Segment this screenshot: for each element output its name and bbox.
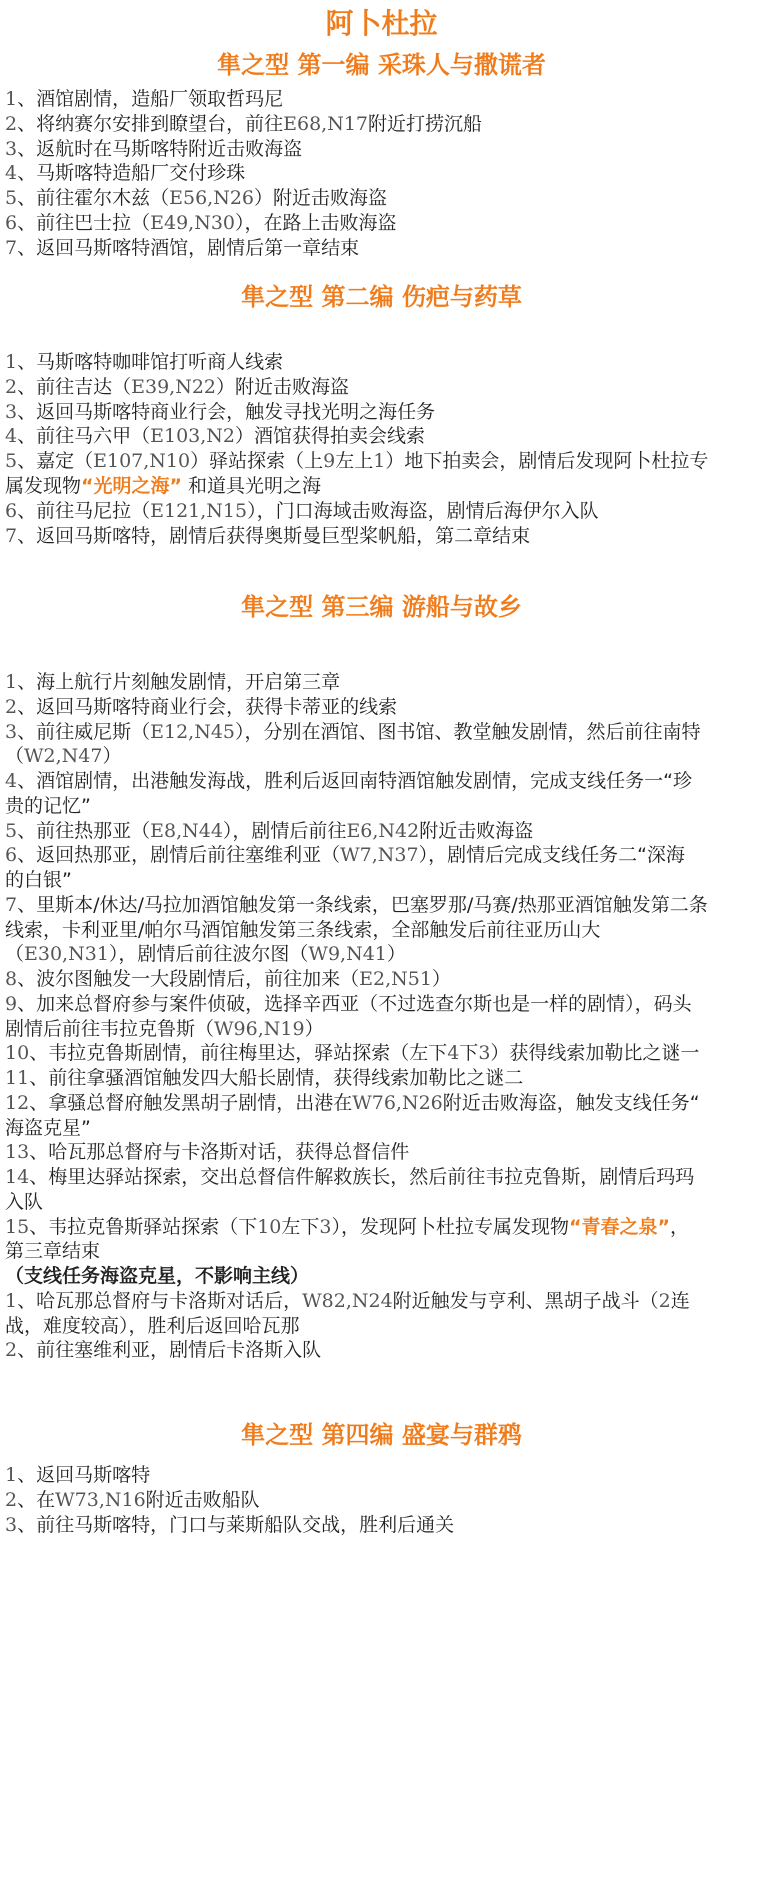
step-number: 6: [5, 844, 18, 867]
step-text: ）地下拍卖会，剧情后发现阿卜杜拉专: [385, 450, 709, 473]
step-text: 海盗克星”: [5, 1116, 91, 1139]
step-number: 4: [5, 770, 18, 792]
step-text: 、前往吉达（: [17, 375, 132, 398]
coordinate: W9,N41: [308, 943, 387, 966]
step-text: 、返回马斯喀特商业行会，获得卡蒂亚的线索: [17, 695, 398, 718]
step-text: 战，难度较高），胜利后返回哈瓦那: [5, 1314, 300, 1337]
step-number: 5: [5, 819, 18, 842]
coordinate: E56,N26: [169, 187, 254, 210]
step-number: 1: [5, 1289, 18, 1312]
step-text: 、加来总督府参与案件侦破，选择辛西亚（不过选查尔斯也是一样的剧情），码头: [17, 992, 692, 1015]
coordinate: 3: [478, 1042, 491, 1065]
step-text: 属发现物: [5, 475, 82, 497]
step-line: [5, 1335, 757, 1365]
step-text: 、前往热那亚（: [17, 819, 151, 842]
step-line: [5, 521, 757, 551]
step-text: 、返回热那亚，剧情后前往塞维利亚（: [17, 844, 341, 867]
step-number: 3: [5, 400, 18, 423]
coordinate: E68,N17: [283, 112, 368, 135]
step-text: 、酒馆剧情，出港触发海战，胜利后返回南特酒馆触发剧情，完成支线任务一“珍: [17, 770, 692, 792]
step-number: 5: [5, 450, 18, 473]
coordinate: W82,N24: [302, 1289, 393, 1312]
coordinate: E2,N51: [359, 968, 432, 990]
step-number: 5: [5, 187, 18, 210]
step-number: 2: [5, 375, 18, 398]
coordinate: 2: [658, 1289, 671, 1312]
coordinate: E30,N31: [24, 943, 109, 966]
step-text: 、在: [17, 1488, 56, 1511]
step-text: 剧情后前往韦拉克鲁斯（: [5, 1017, 215, 1040]
step-number: 2: [5, 1339, 18, 1362]
step-text: ），剧情后前往波尔图（: [108, 943, 309, 966]
step-text: ）: [304, 1017, 324, 1040]
step-text: 、返回马斯喀特，剧情后获得奥斯曼巨型桨帆船，第二章结束: [17, 524, 531, 547]
step-text: 下: [459, 1042, 479, 1065]
step-text: 、返航时在马斯喀特附近击败海盗: [17, 137, 303, 160]
step-number: 7: [5, 893, 18, 916]
step-text: ）: [102, 745, 122, 768]
coordinate: 3: [319, 1215, 332, 1238]
step-text: 、返回马斯喀特: [17, 1464, 151, 1486]
step-text: 入队: [5, 1190, 44, 1213]
coordinate: W7,N37: [340, 844, 419, 867]
coordinate: E6,N42: [346, 819, 420, 842]
step-text: 、韦拉克鲁斯剧情，前往梅里达，驿站探索（左下: [29, 1042, 448, 1065]
coordinate: 4: [447, 1042, 460, 1065]
highlight-item: “光明之海”: [81, 475, 182, 497]
step-number: 6: [5, 499, 18, 522]
step-text: （: [5, 943, 25, 966]
step-text: 、哈瓦那总督府与卡洛斯对话，获得总督信件: [29, 1141, 410, 1164]
step-number: 2: [5, 1488, 18, 1511]
step-text: 、前往马斯喀特，门口与莱斯船队交战，胜利后通关: [17, 1513, 455, 1536]
step-text: 附近打捞沉船: [368, 112, 483, 135]
coordinate: E103,N2: [150, 425, 235, 448]
coordinate: E49,N30: [150, 212, 235, 234]
step-text: 、返回马斯喀特商业行会，触发寻找光明之海任务: [17, 400, 436, 423]
step-text: 附近击败海盗，触发支线任务“: [442, 1091, 700, 1114]
step-number: 1: [5, 1464, 18, 1486]
step-text: 、马斯喀特造船厂交付珍珠: [17, 162, 246, 185]
step-text: 、前往威尼斯（: [17, 720, 151, 743]
step-number: 13: [5, 1141, 30, 1164]
coordinate: E107,N10: [93, 450, 191, 473]
step-number: 2: [5, 112, 18, 135]
coordinate: 9: [323, 450, 336, 473]
coordinate: W96,N19: [214, 1017, 305, 1040]
step-text: ）获得线索加勒比之谜一: [490, 1042, 700, 1065]
side-quest-label: （支线任务海盗克星，不影响主线）: [5, 1265, 310, 1287]
chapter-heading: 隼之型 第三编 游船与故乡: [241, 593, 522, 621]
step-text: 附近触发与亨利、黑胡子战斗（: [392, 1289, 659, 1312]
step-number: 9: [5, 992, 18, 1015]
step-text: 、将纳赛尔安排到瞭望台，前往: [17, 112, 284, 135]
step-text: 连: [670, 1289, 690, 1312]
step-text: （: [5, 745, 25, 768]
step-text: 、里斯本/休达/马拉加酒馆触发第一条线索，巴塞罗那/马赛/热那亚酒馆触发第二条: [17, 893, 708, 916]
step-line: [5, 233, 757, 263]
coordinate: E39,N22: [131, 375, 216, 398]
step-text: ），剧情后完成支线任务二“深海: [418, 844, 685, 867]
step-text: ，: [670, 1215, 690, 1238]
step-line: [5, 1510, 757, 1540]
step-number: 7: [5, 524, 18, 547]
step-text: ）酒馆获得拍卖会线索: [235, 425, 426, 448]
step-number: 3: [5, 720, 18, 743]
step-number: 3: [5, 137, 18, 160]
step-text: 的白银”: [5, 869, 72, 891]
step-number: 10: [5, 1042, 30, 1065]
coordinate: W73,N16: [55, 1488, 146, 1511]
step-text: 、前往霍尔木兹（: [17, 187, 170, 210]
step-number: 2: [5, 695, 18, 718]
step-number: 4: [5, 425, 18, 448]
step-text: 、前往巴士拉（: [17, 212, 151, 234]
step-text: ），剧情后前往: [222, 819, 347, 842]
step-text: ）: [431, 968, 451, 990]
coordinate: 1: [373, 450, 386, 473]
step-text: 、前往塞维利亚，剧情后卡洛斯入队: [17, 1339, 322, 1362]
step-text: ）附近击败海盗: [254, 187, 388, 210]
step-text: 、拿骚总督府触发黑胡子剧情，出港在: [29, 1091, 353, 1114]
step-text: 左上: [335, 450, 374, 473]
step-text: ）附近击败海盗: [216, 375, 350, 398]
step-text: 、哈瓦那总督府与卡洛斯对话后，: [17, 1289, 303, 1312]
step-number: 8: [5, 968, 18, 990]
coordinate: W2,N47: [24, 745, 103, 768]
step-text: ）驿站探索（上: [190, 450, 324, 473]
step-number: 6: [5, 212, 18, 234]
step-text: 、前往拿骚酒馆触发四大船长剧情，获得线索加勒比之谜二: [29, 1067, 524, 1089]
step-text: ），分别在酒馆、图书馆、教堂触发剧情，然后前往南特: [235, 720, 701, 743]
step-text: ）: [386, 943, 406, 966]
coordinate: E121,N15: [150, 499, 248, 522]
coordinate: W76,N26: [352, 1091, 443, 1114]
step-text: 、酒馆剧情，造船厂领取哲玛尼: [17, 88, 284, 110]
step-text: ），门口海域击败海盗，剧情后海伊尔入队: [247, 499, 599, 522]
chapter-heading: 隼之型 第一编 采珠人与撒谎者: [217, 51, 546, 79]
step-number: 1: [5, 671, 18, 693]
step-text: 和道具光明之海: [182, 475, 322, 497]
step-number: 11: [5, 1067, 30, 1089]
step-text: ），发现阿卜杜拉专属发现物: [331, 1215, 570, 1238]
step-text: 、返回马斯喀特酒馆，剧情后第一章结束: [17, 236, 360, 259]
page-title: 阿卜杜拉: [325, 7, 438, 40]
step-number: 15: [5, 1215, 30, 1238]
step-text: 附近击败船队: [145, 1488, 260, 1511]
step-text: 、韦拉克鲁斯驿站探索（下: [29, 1215, 258, 1238]
chapter-heading: 隼之型 第二编 伤疤与药草: [241, 283, 522, 311]
step-number: 12: [5, 1091, 30, 1114]
highlight-item: “青春之泉”: [569, 1215, 670, 1238]
step-number: 4: [5, 162, 18, 185]
step-text: 、海上航行片刻触发剧情，开启第三章: [17, 671, 341, 693]
step-text: 、前往马六甲（: [17, 425, 151, 448]
chapter-heading: 隼之型 第四编 盛宴与群鸦: [241, 1421, 522, 1449]
step-text: 、波尔图触发一大段剧情后，前往加来（: [17, 968, 360, 990]
step-text: 第三章结束: [5, 1240, 101, 1263]
step-text: 、梅里达驿站探索，交出总督信件解救族长，然后前往韦拉克鲁斯，剧情后玛玛: [29, 1166, 695, 1188]
coordinate: E12,N45: [150, 720, 235, 743]
step-number: 1: [5, 88, 18, 110]
step-text: 附近击败海盗: [419, 819, 534, 842]
coordinate: E8,N44: [150, 819, 223, 842]
step-text: ），在路上击败海盗: [235, 212, 397, 234]
step-number: 1: [5, 351, 18, 373]
step-number: 7: [5, 236, 18, 259]
step-number: 3: [5, 1513, 18, 1536]
step-text: 线索，卡利亚里/帕尔马酒馆触发第三条线索，全部触发后前往亚历山大: [5, 918, 601, 941]
coordinate: 10: [257, 1215, 282, 1238]
step-text: 、马斯喀特咖啡馆打听商人线索: [17, 351, 284, 373]
step-number: 14: [5, 1166, 30, 1188]
step-text: 、前往马尼拉（: [17, 499, 151, 522]
step-text: 、嘉定（: [17, 450, 94, 473]
step-text: 贵的记忆”: [5, 794, 91, 817]
step-text: 左下: [281, 1215, 320, 1238]
